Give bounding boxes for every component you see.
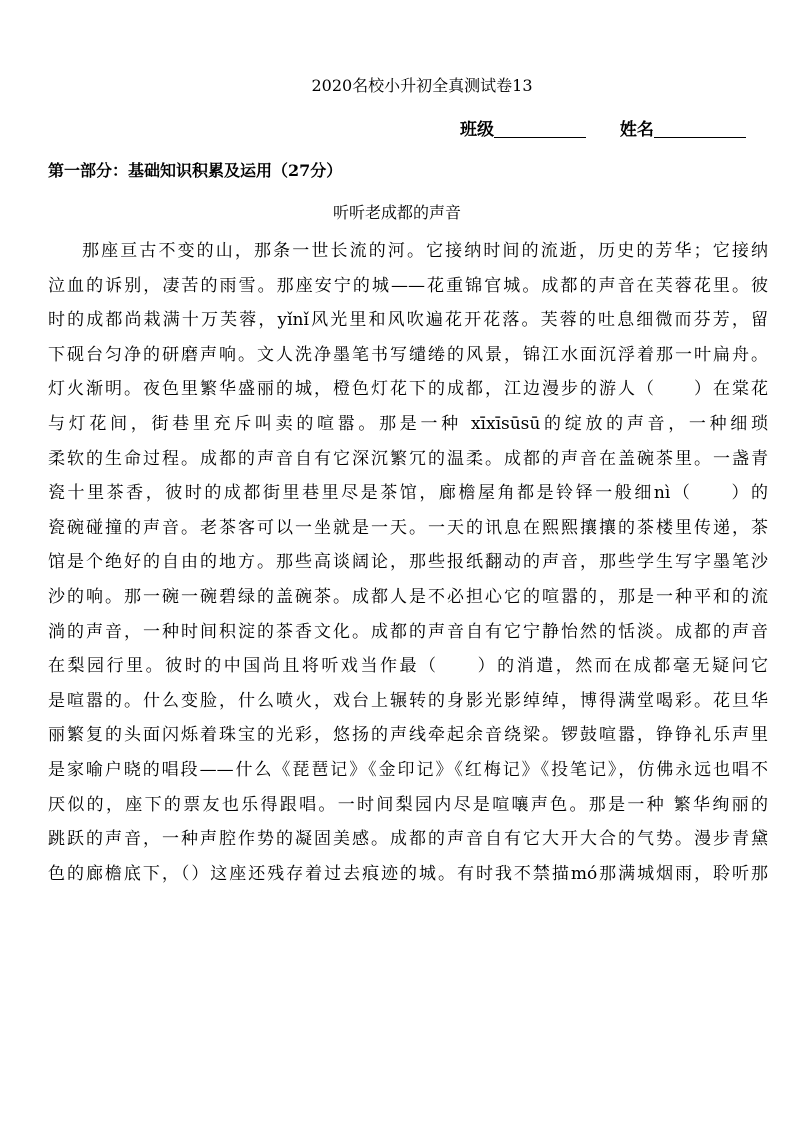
section-heading: 第一部分：基础知识积累及运用（27分） xyxy=(48,161,343,180)
article-line: 那座亘古不变的山，那条一世长流的河。它接纳时间的流逝，历史的芳华；它接纳 xyxy=(82,241,768,261)
article-line: 厌似的，座下的票友也乐得跟唱。一时间梨园内尽是喧嚷声色。那是一种 繁华绚丽的 xyxy=(48,794,768,815)
article-line: 是喧嚣的。什么变脸，什么喷火，戏台上辗转的身影光影绰绰，博得满堂喝彩。花旦华 xyxy=(48,690,768,711)
article-line: 瓷十里茶香，彼时的成都街里巷里尽是茶馆，廊檐屋角都是铃铎一般细nì（ ）的 xyxy=(48,483,768,504)
article-line: 沙的响。那一碗一碗碧绿的盖碗茶。成都人是不必担心它的喧嚣的，那是一种平和的流 xyxy=(48,586,768,607)
article-line: 灯火渐明。夜色里繁华盛丽的城，橙色灯花下的成都，江边漫步的游人（ ）在棠花 xyxy=(48,379,768,400)
article-line: 瓷碗碰撞的声音。老茶客可以一坐就是一天。一天的讯息在熙熙攘攘的茶楼里传递，茶 xyxy=(48,517,768,538)
article-line: 丽繁复的头面闪烁着珠宝的光彩，悠扬的声线牵起余音绕梁。锣鼓喧嚣，铮铮礼乐声里 xyxy=(48,725,768,746)
article-body xyxy=(48,234,768,891)
article-line: 淌的声音，一种时间积淀的茶香文化。成都的声音自有它宁静怡然的恬淡。成都的声音 xyxy=(48,621,768,642)
class-label: 班级 xyxy=(460,120,494,140)
article-title: 听听老成都的声音 xyxy=(332,203,461,222)
student-info-line xyxy=(460,115,746,140)
article-line: 色的廊檐底下，（）这座还残存着过去痕迹的城。有时我不禁描mó那满城烟雨，聆听那 xyxy=(48,863,768,884)
article-line: 跳跃的声音，一种声腔作势的凝固美感。成都的声音自有它大开大合的气势。漫步青黛 xyxy=(48,829,768,850)
article-line: 馆是个绝好的自由的地方。那些高谈阔论，那些报纸翻动的声音，那些学生写字墨笔沙 xyxy=(48,552,768,573)
article-line: 是家喻户晓的唱段——什么《琵琶记》《金印记》《红梅记》《投笔记》，仿佛永远也唱不 xyxy=(48,759,768,780)
article-line: 泣血的诉别，凄苦的雨雪。那座安宁的城——花重锦官城。成都的声音在芙蓉花里。彼 xyxy=(48,275,768,296)
article-line: 与灯花间，街巷里充斥叫卖的喧嚣。那是一种 xīxīsūsū的绽放的声音，一种细琐 xyxy=(48,413,768,434)
article-line: 时的成都尚栽满十万芙蓉，yǐnǐ风光里和风吹遍花开花落。芙蓉的吐息细微而芬芳，留 xyxy=(48,310,768,331)
article-line: 在梨园行里。彼时的中国尚且将听戏当作最（ ）的消遣，然而在成都毫无疑问它 xyxy=(48,656,768,677)
article-line: 下砚台匀净的研磨声响。文人洗净墨笔书写缱绻的风景，锦江水面沉浮着那一叶扁舟。 xyxy=(48,344,768,365)
class-blank[interactable] xyxy=(494,120,586,138)
name-blank[interactable] xyxy=(654,120,746,138)
name-label: 姓名 xyxy=(619,120,654,140)
article-line: 柔软的生命过程。成都的声音自有它深沉繁冗的温柔。成都的声音在盖碗茶里。一盏青 xyxy=(48,448,768,469)
exam-title: 2020名校小升初全真测试卷13 xyxy=(311,76,533,95)
